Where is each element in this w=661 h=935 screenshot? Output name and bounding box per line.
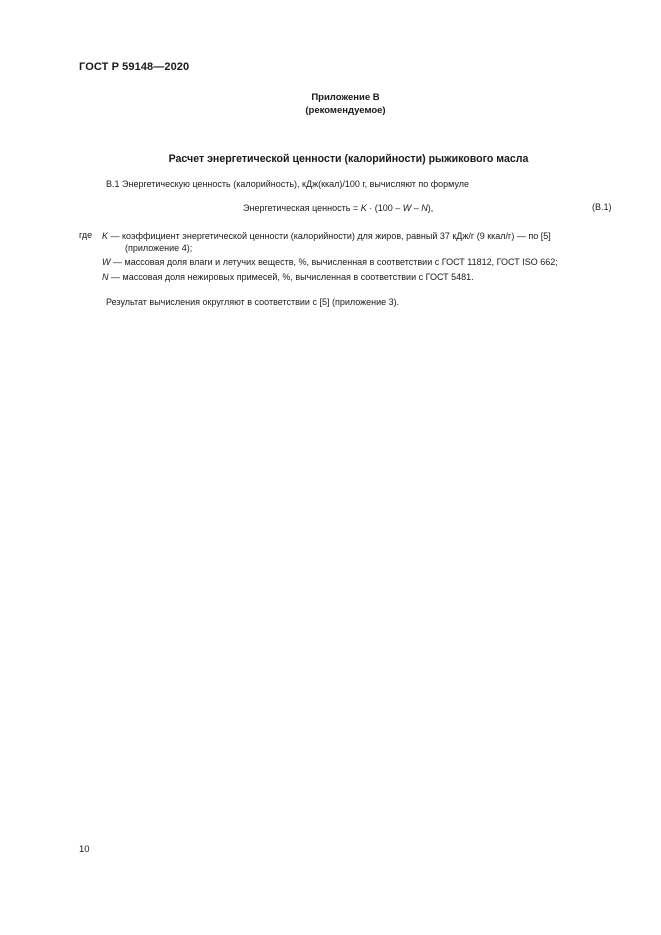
formula-middle: · (100 – bbox=[366, 203, 403, 213]
formula-number: (В.1) bbox=[592, 202, 612, 212]
formula-rhs: ), bbox=[427, 203, 434, 213]
section-title: Расчет энергетической ценности (калорийности) рыжикового масла bbox=[168, 153, 529, 165]
definition-w-text: — массовая доля влаги и летучих веществ, %, вычисленная в соответствии с ГОСТ 11812, ГОСТ ISO 662; bbox=[110, 257, 558, 267]
annex-status: (рекомендуемое) bbox=[305, 105, 386, 116]
definition-w bbox=[102, 256, 558, 268]
definition-n-symbol: N bbox=[102, 272, 109, 282]
document-code: ГОСТ Р 59148—2020 bbox=[79, 61, 190, 73]
formula-dash: – bbox=[411, 203, 422, 213]
where-label: где bbox=[79, 230, 93, 240]
result-paragraph: Результат вычисления округляют в соответствии с [5] (приложение 3). bbox=[106, 297, 400, 307]
definition-n-text: — массовая доля нежировых примесей, %, вычисленная в соответствии с ГОСТ 5481. bbox=[108, 272, 474, 282]
definition-n bbox=[102, 271, 474, 283]
page-number: 10 bbox=[79, 844, 90, 855]
definition-k-continuation: (приложение 4); bbox=[125, 243, 193, 253]
definition-k-text: — коэффициент энергетической ценности (калорийности) для жиров, равный 37 кДж/г (9 ккал/г) — по [5] bbox=[108, 231, 551, 241]
annex-title: Приложение В bbox=[311, 92, 380, 103]
definition-k bbox=[102, 230, 617, 254]
formula-k-symbol: K bbox=[360, 203, 367, 213]
formula-n-symbol: N bbox=[421, 203, 428, 213]
definition-k-symbol: K bbox=[102, 231, 109, 241]
intro-paragraph: В.1 Энергетическую ценность (калорийность), кДж(ккал)/100 г, вычисляют по формуле bbox=[106, 179, 470, 189]
formula-w-symbol: W bbox=[402, 203, 412, 213]
formula-lhs: Энергетическая ценность = bbox=[243, 203, 361, 213]
definition-w-symbol: W bbox=[102, 257, 111, 267]
formula bbox=[243, 202, 433, 214]
